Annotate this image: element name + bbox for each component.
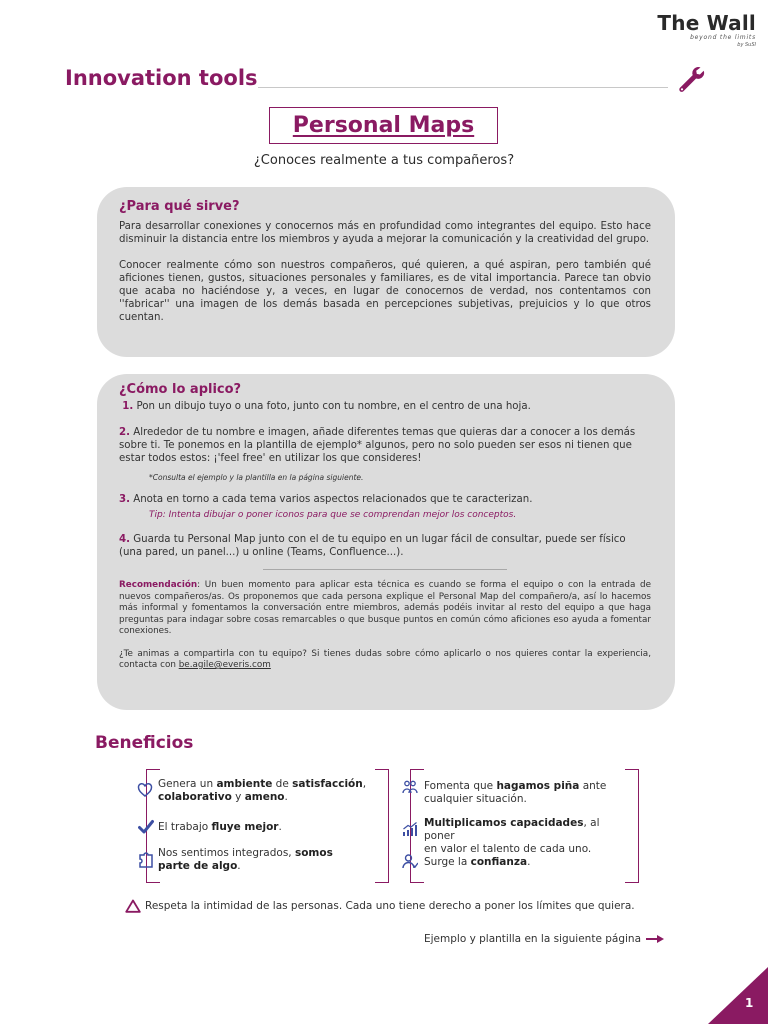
recommendation [119,580,651,638]
brand-logo [657,12,756,49]
benefit-4 [424,780,624,806]
arrow-right-icon [646,934,664,944]
heart-icon [137,782,153,798]
benefit-2 [158,821,368,834]
benefit-2-text-b: . [278,821,282,833]
step-1 [119,400,651,413]
step-3-tip: Tip: Intenta dibujar o poner iconos para que se comprendan mejor los conceptos. [149,510,517,520]
benefit-4-text-c: cualquier situación. [424,793,527,805]
step-4-text: Guarda tu Personal Map junto con el de tu equipo en un lugar fácil de consultar, puede ser físico (una pared, un panel...) u online (Teams, Confluence...). [119,534,626,558]
benefit-1-bold-a: ambiente [216,778,273,790]
brand-title: The Wall [657,11,756,35]
benefit-3-text-a: Nos sentimos integrados, [158,847,295,859]
trust-person-icon [402,853,418,869]
benefit-1-text-c: , [362,778,367,790]
benefit-5 [424,817,624,856]
section-divider [258,87,668,88]
next-page-text: Ejemplo y plantilla en la siguiente página [424,933,642,945]
share-text: ¿Te animas a compartirla con tu equipo? Si tienes dudas sobre cómo aplicarlo o nos quieres contar la experiencia, contacta con [119,648,651,670]
benefit-5-text-a: , al poner [424,817,600,842]
growth-chart-icon [402,821,418,837]
recommendation-label: Recomendación [119,580,198,590]
benefit-3 [158,847,368,873]
purpose-card [97,187,675,357]
checkmark-icon [138,819,154,835]
benefit-1 [158,778,368,804]
warning-triangle-icon [125,899,141,913]
page-subtitle: ¿Conoces realmente a tus compañeros? [253,153,515,168]
contact-email-link[interactable]: be.agile@everis.com [178,660,271,670]
benefit-1-text-b: de [272,778,293,790]
card-divider [263,569,507,570]
respect-note [125,899,635,913]
benefit-6-text-b: . [527,856,531,868]
share-paragraph [119,649,651,672]
step-3-number: 3. [119,494,130,505]
step-2-number: 2. [119,427,130,438]
page-number: 1 [745,996,754,1010]
step-2-note: *Consulta el ejemplo y la plantilla en la página siguiente. [149,473,364,482]
how-heading: ¿Cómo lo aplico? [119,382,242,397]
puzzle-icon [138,849,154,869]
purpose-paragraph-2: Conocer realmente cómo son nuestros compañeros, qué quieren, a qué aspiran, pero también qué aficiones tienen, gustos, situaciones personales y familiares, es de vital importancia. Parece tan obvio que acaba no haciéndose y, a veces, en lugar de conocernos de verdad, nos contentamos con ''fabricar'' una imagen de los demás basada en percepciones subjetivas, prejuicios y lo que otros cuentan. [119,260,651,323]
brand-tagline: beyond the limits [690,34,756,41]
purpose-paragraph-1: Para desarrollar conexiones y conocernos más en profundidad como integrantes del equipo. Esto hace disminuir la distancia entre los miembros y ayuda a mejorar la comunicación y la creatividad del grupo. [119,221,651,245]
benefits-bracket-right-2 [625,769,639,883]
benefit-5-bold-a: Multiplicamos capacidades [424,817,584,829]
respect-text: Respeta la intimidad de las personas. Cada uno tiene derecho a poner los límites que quiera. [145,900,635,912]
step-2 [119,426,651,465]
benefit-4-text-b: ante [579,780,607,792]
page-corner-triangle [708,967,768,1024]
brand-by: by SuSI [737,42,756,48]
step-4 [119,533,651,559]
benefits-bracket-right-1 [375,769,389,883]
benefit-1-text-d: y [231,791,245,803]
benefit-3-bold-b: parte de algo [158,860,238,872]
benefit-1-bold-c: colaborativo [158,791,232,803]
page-title: Personal Maps [292,113,475,138]
benefit-1-bold-d: ameno [244,791,285,803]
benefit-6 [424,856,624,869]
step-2-text: Alrededor de tu nombre e imagen, añade diferentes temas que quieras dar a conocer a los demás sobre ti. Te ponemos en la plantilla de ejemplo* algunos, pero no solo pueden ser esos ni tienen que estar todos estos: ¡'feel free' en utilizar los que consideres! [119,427,636,464]
benefit-2-bold-a: fluye mejor [211,821,279,833]
step-3 [119,493,651,506]
step-4-number: 4. [119,534,130,545]
benefit-1-text-a: Genera un [158,778,217,790]
benefit-6-text-a: Surge la [424,856,471,868]
benefit-1-bold-b: satisfacción [292,778,363,790]
benefit-3-bold-a: somos [294,847,333,859]
how-card [97,374,675,710]
benefit-5-text-b: en valor el talento de cada uno. [424,843,592,855]
recommendation-text: : Un buen momento para aplicar esta técnica es cuando se forma el equipo o con la entrada de nuevos compañeros/as. Os proponemos que cada persona explique el Personal Map del compañero/a, así lo hacemos más informal y fomentamos la conversación entre miembros, además podéis invitar al resto del equipo a que haga preguntas para indagar sobre cosas remarcables o que busque puntos en común cómo aficiones eso ayuda a fomentar conexiones. [119,580,651,636]
next-page-link[interactable] [424,933,664,945]
step-1-text: Pon un dibujo tuyo o una foto, junto con tu nombre, en el centro de una hoja. [136,401,531,412]
step-3-text: Anota en torno a cada tema varios aspectos relacionados que te caracterizan. [133,494,533,505]
benefit-1-text-e: . [284,791,288,803]
step-1-number: 1. [122,401,134,412]
group-icon [402,779,418,795]
benefit-6-bold-a: confianza [470,856,528,868]
purpose-heading: ¿Para qué sirve? [119,199,240,214]
section-title: Innovation tools [65,66,258,90]
benefit-3-text-b: . [237,860,241,872]
benefit-2-text-a: El trabajo [158,821,212,833]
benefits-heading: Beneficios [95,733,194,753]
benefit-4-bold-a: hagamos piña [496,780,580,792]
title-box [269,107,498,144]
benefit-4-text-a: Fomenta que [424,780,497,792]
wrench-icon [676,64,706,94]
